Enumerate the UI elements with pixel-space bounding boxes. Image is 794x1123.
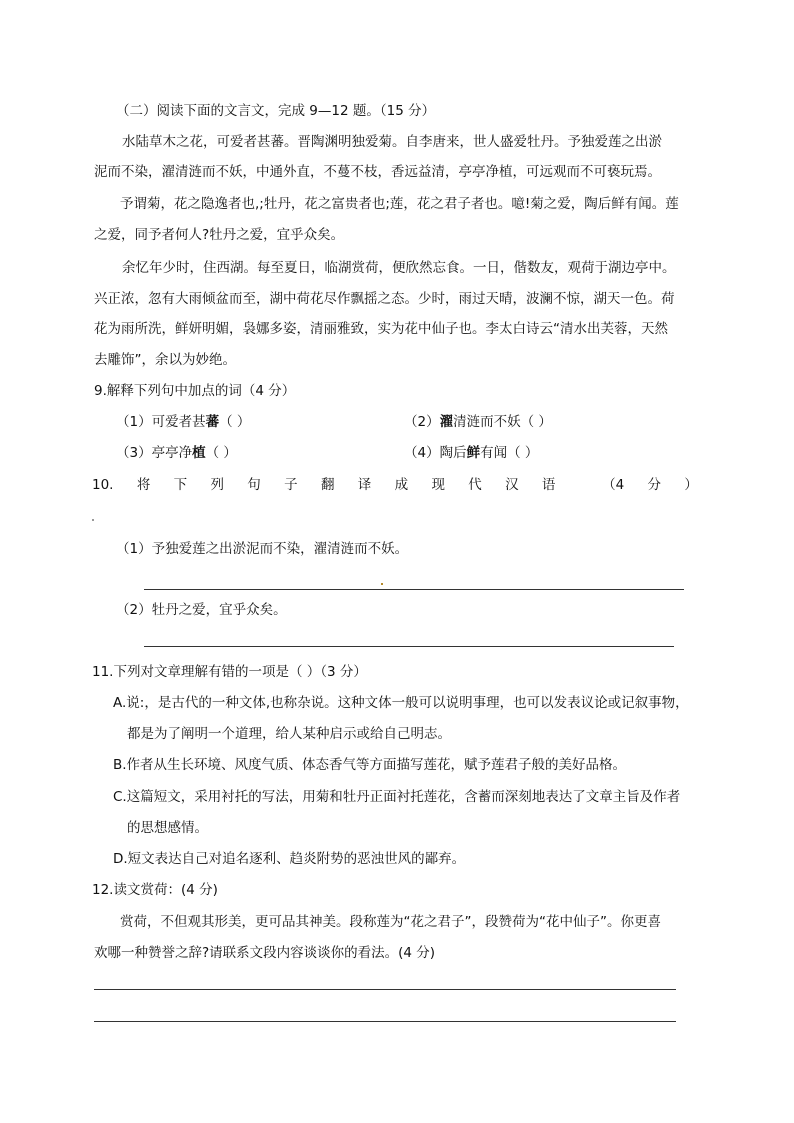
passage-line: 水陆草木之花，可爱者甚蕃。晋陶渊明独爱菊。自李唐来，世人盛爱牡丹。予独爱莲之出淤 bbox=[122, 134, 662, 150]
q9-item-4-pre: （4）陶后 bbox=[404, 445, 467, 461]
q9-item-1-key: 蕃 bbox=[205, 414, 220, 430]
q9-item-3-key: 植 bbox=[192, 445, 206, 461]
q10-title-char: ） bbox=[684, 477, 698, 493]
q10-title-char: 成 bbox=[394, 477, 409, 493]
q10-title-char: 句 bbox=[247, 477, 261, 493]
answer-line[interactable] bbox=[94, 989, 676, 990]
q12-prompt-cont: 欢哪一种赞誉之辞?请联系文段内容谈谈你的看法。(4 分) bbox=[94, 945, 436, 961]
passage-line: 之爱，同予者何人?牡丹之爱，宜乎众矣。 bbox=[94, 227, 345, 243]
q9-item-2-pre: （2） bbox=[404, 414, 440, 430]
q9-item-3-pre: （3）亭亭净 bbox=[116, 445, 193, 461]
q9-title: 9.解释下列句中加点的词（4 分） bbox=[94, 383, 296, 399]
passage-line: 予谓菊，花之隐逸者也,;牡丹，花之富贵者也;莲，花之君子者也。噫!菊之爱，陶后鲜有闻。莲 bbox=[120, 196, 679, 212]
q10-title-char: 下 bbox=[173, 477, 188, 493]
q10-title-char: 译 bbox=[357, 477, 372, 493]
q10-title-char: 子 bbox=[284, 477, 298, 493]
q11-option-d: D.短文表达自己对追名逐利、趋炎附势的恶浊世风的鄙弃。 bbox=[113, 851, 466, 867]
q9-item-2-key: 濯 bbox=[439, 414, 454, 430]
answer-line[interactable] bbox=[94, 1021, 676, 1022]
q9-item-2-post: 清涟而不妖（ ） bbox=[453, 414, 552, 430]
q11-option-c-cont: 的思想感情。 bbox=[127, 820, 208, 836]
q9-item-1-pre: （1）可爱者甚 bbox=[116, 414, 206, 430]
q12-title: 12.读文赏荷：(4 分) bbox=[92, 882, 218, 898]
q10-title-char: 将 bbox=[136, 477, 151, 493]
q10-title-char: 代 bbox=[468, 477, 482, 493]
q11-option-b: B.作者从生长环境、风度气质、体态香气等方面描写莲花，赋予莲君子般的美好品格。 bbox=[113, 757, 627, 773]
q10-title-char: 列 bbox=[210, 477, 224, 493]
q9-item-3 bbox=[116, 444, 237, 462]
q10-title-char: 分 bbox=[647, 477, 661, 493]
passage-line: 泥而不染，濯清涟而不妖，中通外直，不蔓不枝，香远益清，亭亭净植，可远观而不可亵玩焉。 bbox=[94, 164, 661, 180]
q10-title-char: 语 bbox=[541, 477, 556, 493]
q10-title bbox=[92, 476, 698, 494]
q10-title-char: （4 bbox=[602, 477, 625, 493]
section-header: （二）阅读下面的文言文，完成 9—12 题。（15 分） bbox=[116, 103, 436, 119]
q11-option-a: A.说:，是古代的一种文体,也称杂说。这种文体一般可以说明事理，也可以发表议论或记叙事物， bbox=[113, 695, 689, 711]
passage-line: 去雕饰”，余以为妙绝。 bbox=[94, 352, 236, 368]
q9-item-4-post: 有闻（ ） bbox=[480, 445, 539, 461]
q10-title-char: 翻 bbox=[320, 477, 335, 493]
q10-sentence-1: （1）予独爱莲之出淤泥而不染，濯清涟而不妖。 bbox=[116, 541, 409, 557]
passage-line: 兴正浓，忽有大雨倾盆而至，湖中荷花尽作飘摇之态。少时，雨过天晴，波澜不惊，湖天一色。荷 bbox=[94, 291, 675, 307]
answer-line[interactable] bbox=[144, 646, 674, 647]
q10-title-char: 汉 bbox=[505, 477, 519, 493]
passage-line: 花为雨所洗，鲜妍明媚，袅娜多姿，清丽雅致，实为花中仙子也。李太白诗云“清水出芙蓉，天然 bbox=[94, 321, 668, 337]
q9-item-1 bbox=[116, 413, 250, 431]
q9-item-4-key: 鲜 bbox=[466, 445, 481, 461]
stray-mark bbox=[92, 519, 94, 521]
stray-dot bbox=[381, 583, 383, 585]
q9-item-1-post: （ ） bbox=[219, 414, 251, 430]
q11-option-c: C.这篇短文，采用衬托的写法，用菊和牡丹正面衬托莲花，含蓄而深刻地表达了文章主旨及作者 bbox=[113, 789, 681, 805]
q10-title-char: 10. bbox=[92, 477, 114, 493]
q10-title-char: 现 bbox=[431, 477, 445, 493]
q9-item-3-post: （ ） bbox=[205, 445, 237, 461]
q11-option-a-cont: 都是为了阐明一个道理，给人某种启示或给自己明志。 bbox=[127, 726, 451, 742]
passage-line: 余忆年少时，住西湖。每至夏日，临湖赏荷，便欣然忘食。一日，偕数友，观荷于湖边亭中。 bbox=[122, 260, 676, 276]
q12-prompt: 赏荷，不但观其形美，更可品其神美。段称莲为“花之君子”，段赞荷为“花中仙子”。你更喜 bbox=[120, 914, 661, 930]
q11-title: 11.下列对文章理解有错的一项是（ ）（3 分） bbox=[92, 664, 367, 680]
q10-sentence-2: （2）牡丹之爱，宜乎众矣。 bbox=[116, 602, 287, 618]
q9-item-2 bbox=[404, 413, 552, 431]
answer-line[interactable] bbox=[144, 589, 684, 590]
q9-item-4 bbox=[404, 444, 538, 462]
